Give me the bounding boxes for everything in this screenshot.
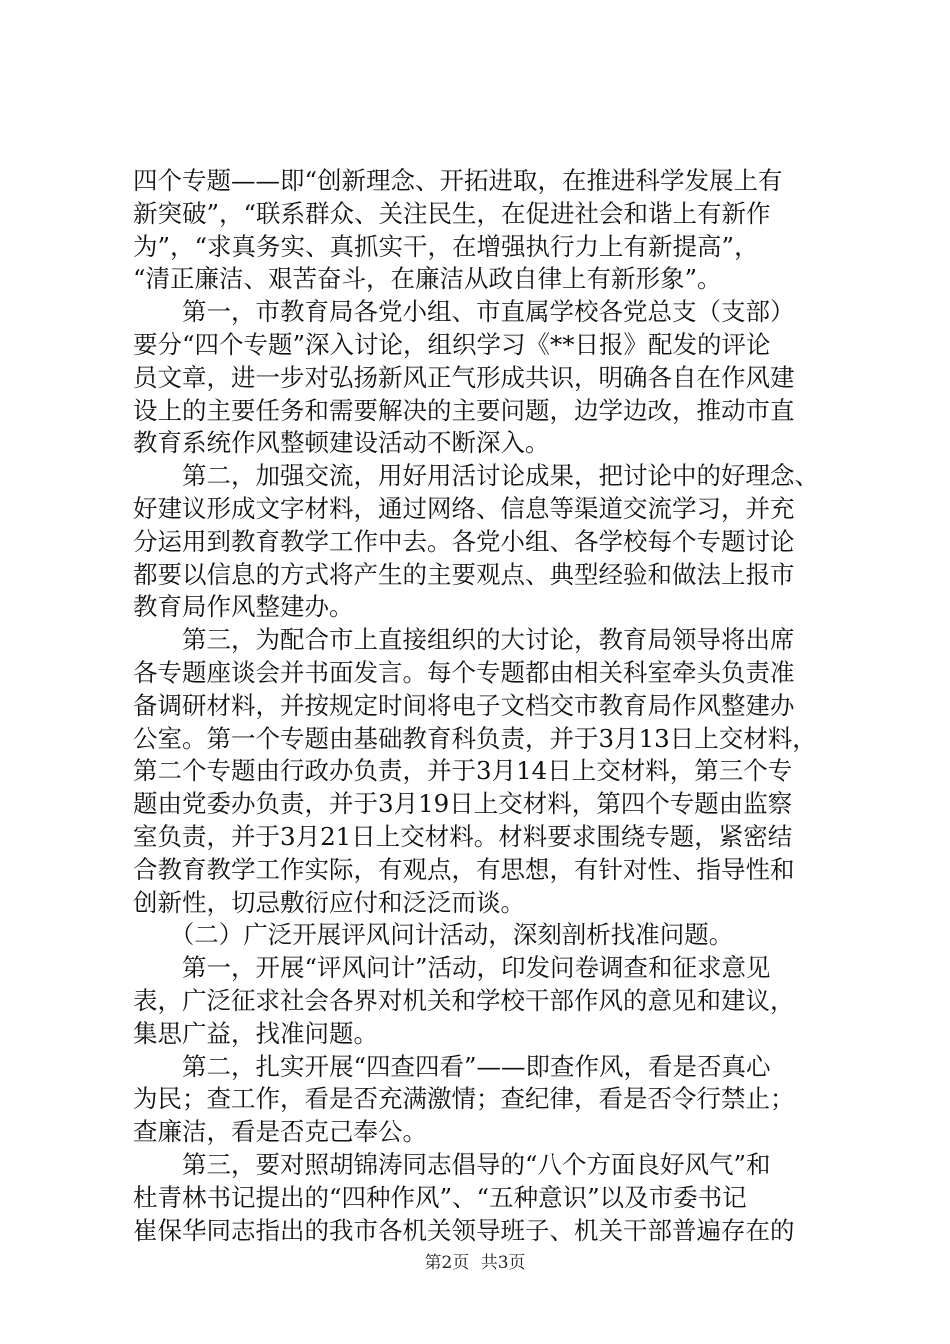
- text-line: 第一，开展“评风问计”活动，印发问卷调查和征求意见: [133, 953, 771, 983]
- text-line: 室负责，并于3月21日上交材料。材料要求围绕专题，紧密结: [133, 821, 793, 851]
- text-line: （二）广泛开展评风问计活动，深刻剖析找准问题。: [133, 920, 734, 950]
- text-line: 集思广益，找准问题。: [133, 1018, 378, 1048]
- text-line: 创新性，切忌敷衍应付和泛泛而谈。: [133, 887, 525, 917]
- paragraph: [133, 165, 829, 296]
- text-line: 公室。第一个专题由基础教育科负责，并于3月13日上交材料，: [133, 723, 817, 753]
- text-line: 为”，“求真务实、真抓实干，在增强执行力上有新提高”，: [133, 231, 759, 261]
- text-line: 表，广泛征求社会各界对机关和学校干部作风的意见和建议，: [133, 985, 795, 1015]
- text-line: 四个专题——即“创新理念、开拓进取，在推进科学发展上有: [133, 166, 783, 195]
- text-line: 杜青林书记提出的“四种作风”、“五种意识”以及市委书记: [133, 1182, 747, 1212]
- text-line: 第一，市教育局各党小组、市直属学校各党总支（支部）: [133, 297, 795, 327]
- text-line: 好建议形成文字材料，通过网络、信息等渠道交流学习，并充: [133, 493, 795, 523]
- body-text: [133, 165, 829, 1247]
- text-line: 员文章，进一步对弘扬新风正气形成共识，明确各自在作风建: [133, 362, 795, 392]
- paragraph: [133, 1149, 829, 1247]
- page-footer: [0, 1252, 950, 1274]
- paragraph: [133, 952, 829, 1050]
- text-line: 设上的主要任务和需要解决的主要问题，边学边改，推动市直: [133, 395, 795, 425]
- section-heading: [133, 919, 829, 952]
- text-line: 教育系统作风整顿建设活动不断深入。: [133, 428, 550, 458]
- text-line: 第三，要对照胡锦涛同志倡导的“八个方面良好风气”和: [133, 1149, 771, 1179]
- paragraph: [133, 624, 829, 919]
- text-line: 崔保华同志指出的我市各机关领导班子、机关干部普遍存在的: [133, 1215, 795, 1245]
- text-line: 合教育教学工作实际，有观点，有思想，有针对性、指导性和: [133, 854, 795, 884]
- text-line: 都要以信息的方式将产生的主要观点、典型经验和做法上报市: [133, 559, 795, 589]
- total-pages: 共3页: [480, 1253, 526, 1273]
- text-line: 第三，为配合市上直接组织的大讨论，教育局领导将出席: [133, 625, 795, 655]
- text-line: 第二，扎实开展“四查四看”——即查作风，看是否真心: [133, 1051, 771, 1081]
- text-line: 题由党委办负责，并于3月19日上交材料，第四个专题由监察: [133, 789, 793, 819]
- paragraph: [133, 296, 829, 460]
- text-line: 要分“四个专题”深入讨论，组织学习《**日报》配发的评论: [133, 329, 771, 359]
- text-line: 查廉洁，看是否克己奉公。: [133, 1117, 427, 1147]
- text-line: 分运用到教育教学工作中去。各党小组、各学校每个专题讨论: [133, 526, 795, 556]
- text-line: “清正廉洁、艰苦奋斗，在廉洁从政自律上有新形象”。: [133, 264, 722, 294]
- text-line: 新突破”，“联系群众、关注民生，在促进社会和谐上有新作: [133, 198, 771, 228]
- paragraph: [133, 460, 829, 624]
- text-line: 备调研材料，并按规定时间将电子文档交市教育局作风整建办: [133, 690, 795, 720]
- text-line: 教育局作风整建办。: [133, 592, 354, 622]
- text-line: 第二个专题由行政办负责，并于3月14日上交材料，第三个专: [133, 756, 793, 786]
- text-line: 各专题座谈会并书面发言。每个专题都由相关科室牵头负责准: [133, 657, 795, 687]
- page-number: 第2页: [424, 1253, 470, 1273]
- text-line: 第二，加强交流，用好用活讨论成果，把讨论中的好理念、: [133, 461, 819, 491]
- paragraph: [133, 1051, 829, 1149]
- text-line: 为民；查工作，看是否充满激情；查纪律，看是否令行禁止；: [133, 1084, 795, 1114]
